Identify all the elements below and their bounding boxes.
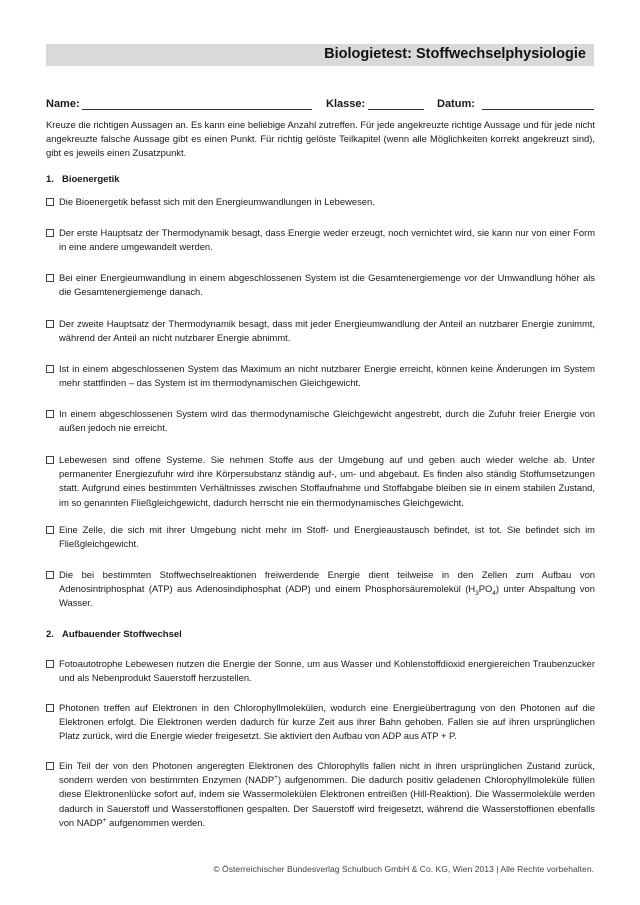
name-field[interactable]: [82, 109, 312, 110]
answer-checkbox[interactable]: [46, 274, 54, 282]
class-field[interactable]: [368, 109, 424, 110]
section-title: Bioenergetik: [62, 174, 120, 185]
answer-checkbox[interactable]: [46, 320, 54, 328]
question-item: [46, 453, 595, 510]
question-item: [46, 317, 595, 345]
answer-checkbox[interactable]: [46, 571, 54, 579]
date-label: Datum:: [437, 98, 475, 110]
question-text: Bei einer Energieumwandlung in einem abgeschlossenen System ist die Gesamtenergiemenge vor der Umwandlung höher als die Gesamtenergiemenge danach.: [59, 272, 595, 298]
answer-checkbox[interactable]: [46, 365, 54, 373]
section-heading-aufbauender-stoffwechsel: [46, 629, 182, 640]
question-text: Fotoautotrophe Lebewesen nutzen die Energie der Sonne, um aus Wasser und Kohlenstoffdioxid energiereichen Traubenzucker und als Nebenprodukt Sauerstoff herzustellen.: [59, 658, 595, 684]
date-field[interactable]: [482, 109, 594, 110]
answer-checkbox[interactable]: [46, 410, 54, 418]
answer-checkbox[interactable]: [46, 762, 54, 770]
section-number: 1.: [46, 174, 54, 185]
section-number: 2.: [46, 629, 54, 640]
question-item: [46, 568, 595, 611]
student-info-row: [46, 98, 594, 114]
question-text: Ist in einem abgeschlossenen System das Maximum an nicht nutzbarer Energie erreicht, können keine Änderungen im System mehr stattfinden – das System ist im thermodynamischen Gleichgewicht.: [59, 363, 595, 389]
question-text: In einem abgeschlossenen System wird das thermodynamische Gleichgewicht angestrebt, durch die Zufuhr freier Energie von außen jedoch nie erreicht.: [59, 408, 595, 434]
question-item: [46, 271, 595, 299]
question-text: Eine Zelle, die sich mit ihrer Umgebung nicht mehr im Stoff- und Energieaustausch befindet, ist tot. Sie befindet sich im Fließgleichgewicht.: [59, 524, 595, 550]
page-title: Biologietest: Stoffwechselphysiologie: [324, 46, 586, 62]
question-item: [46, 407, 595, 435]
answer-checkbox[interactable]: [46, 526, 54, 534]
question-text: Der zweite Hauptsatz der Thermodynamik besagt, dass mit jeder Energieumwandlung der Anteil an nutzbarer Energie zunimmt, während der Anteil an nicht nutzbarer Energie abnimmt.: [59, 318, 595, 344]
class-label: Klasse:: [326, 98, 366, 110]
question-item: [46, 226, 595, 254]
section-heading-bioenergetik: [46, 174, 120, 185]
section-title: Aufbauender Stoffwechsel: [62, 629, 182, 640]
title-bar: [46, 44, 594, 66]
question-item: [46, 195, 595, 209]
answer-checkbox[interactable]: [46, 660, 54, 668]
name-label: Name:: [46, 98, 80, 110]
question-text: Der erste Hauptsatz der Thermodynamik besagt, dass Energie weder erzeugt, noch vernichtet wird, sie kann nur von einer Form in eine andere umgewandelt werden.: [59, 227, 595, 253]
question-text: Ein Teil der von den Photonen angeregten Elektronen des Chlorophylls fallen nicht in ihren ursprünglichen Zustand zurück, sondern werden von bestimmten Enzymen (NADP+) aufgenommen. Die dadurch positiv geladenen Chlorophyllmoleküle füllen diese Elektronenlücke sofort auf, indem sie Wassermolekülen Elektronen entreißen (Hill-Reaktion). Die Wassermoleküle werden dadurch in Sauerstoff und Wasserstoffionen gespalten. Der Sauerstoff wird freigesetzt, während die Wasserstoffionen ebenfalls von NADP+ aufgenommen werden.: [59, 760, 595, 828]
question-text: Lebewesen sind offene Systeme. Sie nehmen Stoffe aus der Umgebung auf und geben auch wieder welche ab. Unter permanenter Energiezufuhr wird ihre Körpersubstanz ständig auf-, um- und abgebaut. Es finden also ständig Stoffumsetzungen statt. Aufgrund eines bestimmten Verhältnisses zwischen Stoffaufnahme und Stoffabgabe bleiben sie in einem stabilen Zustand, im so genannten Fließgleichgewicht, dadurch herrscht nie ein thermodynamisches Gleichgewicht.: [59, 454, 595, 508]
question-item: [46, 362, 595, 390]
question-text: Die bei bestimmten Stoffwechselreaktionen freiwerdende Energie dient teilweise in den Zellen zum Aufbau von Adenosintriphosphat (ATP) aus Adenosindiphosphat (ADP) und einem Phosphorsäuremolekül $(H_3PO_4)$ unter Abspaltung von Wasser.: [59, 569, 595, 609]
answer-checkbox[interactable]: [46, 704, 54, 712]
question-text: Die Bioenergetik befasst sich mit den Energieumwandlungen in Lebewesen.: [59, 196, 375, 207]
question-text: Photonen treffen auf Elektronen in den Chlorophyllmolekülen, wodurch eine Energieübertragung von den Photonen auf die Elektronen erfolgt. Die Elektronen werden dadurch für kurze Zeit aus ihrer Bahn gehoben. Fallen sie auf ihren ursprünglichen Platz zurück, wird die Energie wieder freigesetzt. Sie aktiviert den Aufbau von ADP aus ATP + P.: [59, 702, 595, 742]
question-item: [46, 759, 595, 830]
question-item: [46, 657, 595, 685]
question-item: [46, 523, 595, 551]
answer-checkbox[interactable]: [46, 229, 54, 237]
copyright-footer: © Österreichischer Bundesverlag Schulbuch GmbH & Co. KG, Wien 2013 | Alle Rechte vorbehalten.: [213, 864, 594, 874]
instructions: Kreuze die richtigen Aussagen an. Es kann eine beliebige Anzahl zutreffen. Für jede angekreuzte richtige Aussage und für jede nicht angekreuzte falsche Aussage gibt es einen Punkt. Für richtig gelöste Teilkapitel (wenn alle Möglichkeiten korrekt angekreuzt sind), gibt es jeweils einen Zusatzpunkt.: [46, 119, 595, 159]
answer-checkbox[interactable]: [46, 198, 54, 206]
question-item: [46, 701, 595, 744]
answer-checkbox[interactable]: [46, 456, 54, 464]
